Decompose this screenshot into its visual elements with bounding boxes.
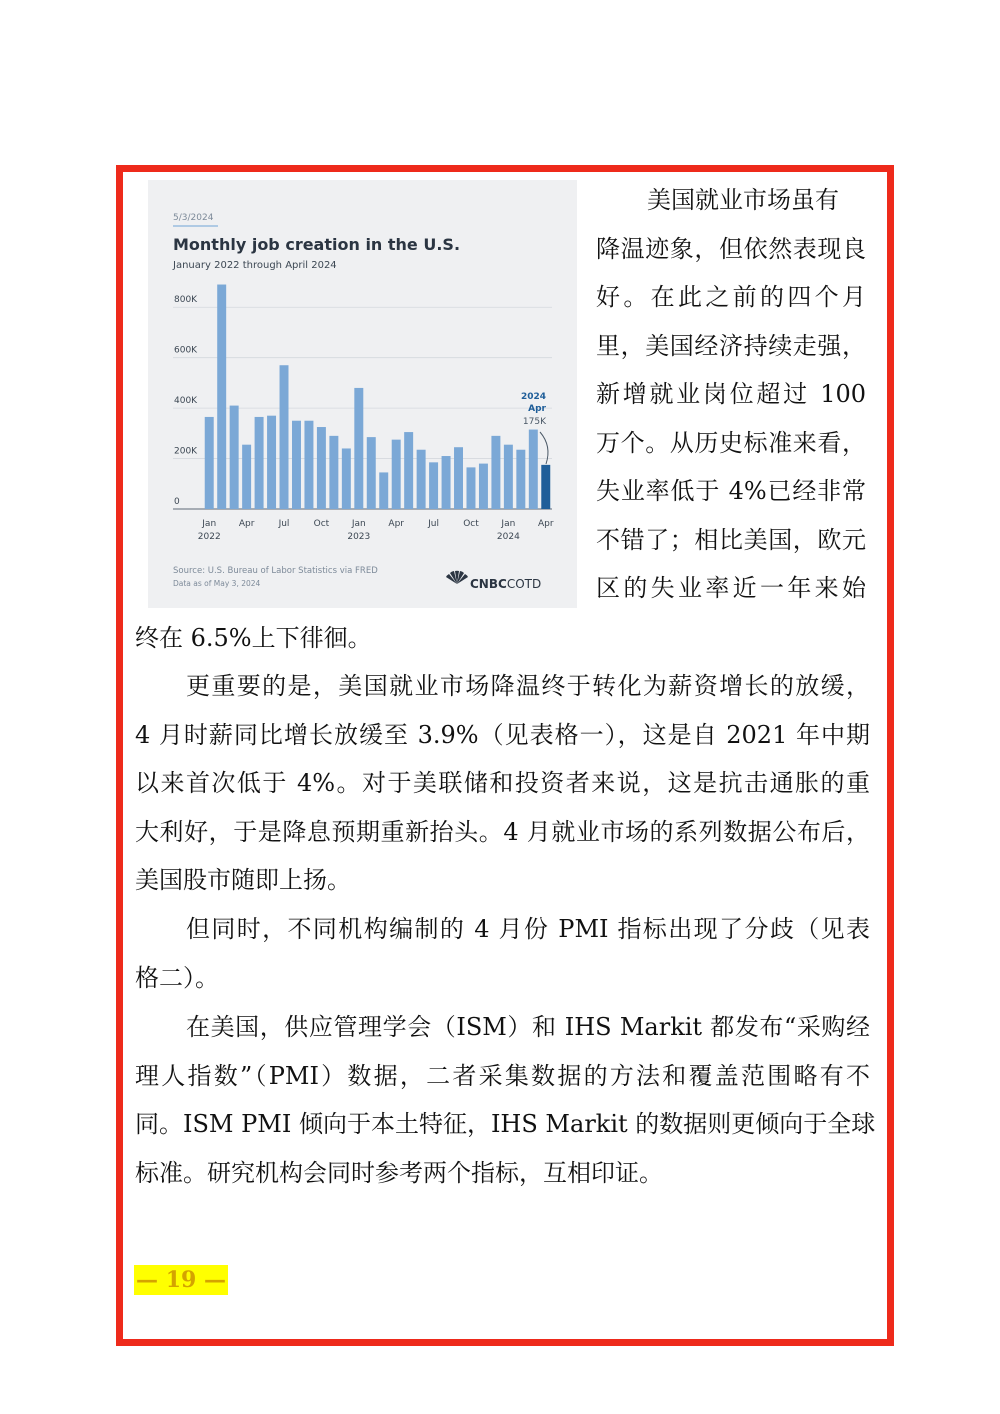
bar: [242, 445, 251, 509]
paragraph-1-tail: [135, 614, 372, 663]
callout-bracket: [540, 432, 548, 464]
bar: [367, 437, 376, 509]
text-line: 美国股市随即上扬。: [135, 866, 351, 894]
text-line: 更重要的是，美国就业市场降温终于转化为薪资增长的放缓，: [186, 672, 870, 700]
x-tick-label: Jan: [501, 519, 516, 529]
x-tick-label: Jan: [351, 519, 366, 529]
bar: [454, 447, 463, 509]
bar: [442, 456, 451, 509]
chart-card: [148, 180, 577, 608]
x-tick-label: Apr: [238, 519, 255, 529]
y-tick-label: 0: [174, 497, 180, 507]
paragraph-2: [135, 662, 870, 905]
y-tick-label: 600K: [174, 345, 198, 356]
callout-month: Apr: [528, 404, 546, 414]
bar: [392, 440, 401, 509]
y-tick-label: 400K: [174, 396, 198, 407]
cnbc-logo: [446, 571, 541, 591]
paragraph-3: [135, 905, 870, 1002]
y-tick-label: 200K: [174, 446, 198, 457]
text-line: 终在 6.5%上下徘徊。: [135, 624, 372, 652]
bar: [479, 464, 488, 509]
text-line: 理人指数”（PMI）数据，二者采集数据的方法和覆盖范围略有不: [135, 1061, 870, 1090]
text-line: 格二）。: [135, 963, 219, 992]
text-line: 万个。从历史标准来看，: [596, 428, 866, 457]
bar-series: [205, 285, 551, 509]
text-line: 以来首次低于 4%。对于美联储和投资者来说，这是抗击通胀的重: [135, 769, 870, 797]
callout-value: 175K: [522, 417, 546, 427]
bar: [255, 417, 264, 509]
text-line: 大利好，于是降息预期重新抬头。4 月就业市场的系列数据公布后，: [135, 817, 870, 846]
bar: [516, 450, 525, 509]
bar: [354, 388, 363, 509]
x-tick-year: 2022: [197, 532, 221, 542]
bar: [329, 436, 338, 509]
page-number: — 19 —: [134, 1265, 228, 1295]
x-tick-label: Jul: [278, 519, 290, 529]
chart-data-date: Data as of May 3, 2024: [173, 579, 261, 588]
y-tick-label: 800K: [174, 295, 198, 306]
paragraph-1-side: [596, 176, 866, 613]
bar: [491, 436, 500, 509]
bar: [417, 450, 426, 509]
chart-subtitle: January 2022 through April 2024: [173, 260, 337, 271]
text-line: 区的失业率近一年来始: [596, 574, 866, 602]
text-line: 里，美国经济持续走强，: [596, 331, 866, 360]
peacock-icon: [446, 571, 468, 584]
text-line: 4 月时薪同比增长放缓至 3.9%（见表格一），这是自 2021 年中期: [135, 720, 870, 749]
x-tick-label: Apr: [388, 519, 404, 529]
text-line: 失业率低于 4%已经非常: [596, 477, 866, 505]
bar: [217, 285, 226, 509]
text-line: 在美国，供应管理学会（ISM）和 IHS Markit 都发布“采购经: [186, 1013, 870, 1041]
bar: [541, 465, 550, 509]
text-line: 同。ISM PMI 倾向于本土特征，IHS Markit 的数据则更倾向于全球: [135, 1110, 876, 1138]
text-line: 不错了；相比美国，欧元: [596, 525, 866, 554]
text-line: 降温迹象，但依然表现良: [596, 234, 866, 263]
callout-year: 2024: [520, 392, 546, 402]
bar: [230, 406, 239, 509]
bar: [467, 467, 476, 509]
x-tick-label: Oct: [313, 519, 330, 529]
bar: [342, 448, 351, 509]
bar: [205, 417, 214, 509]
bar: [379, 472, 388, 509]
bar: [292, 421, 301, 509]
x-axis: [198, 519, 554, 542]
x-tick-label: Oct: [463, 519, 479, 529]
text-line: 标准。研究机构会同时参考两个指标，互相印证。: [135, 1158, 663, 1187]
bar: [304, 421, 313, 509]
logo-text: CNBCCOTD: [470, 577, 542, 591]
chart-source: Source: U.S. Bureau of Labor Statistics via FRED: [173, 566, 378, 576]
x-tick-year: 2023: [347, 532, 371, 542]
x-tick-label: Jul: [428, 519, 440, 529]
bar-chart: [148, 180, 577, 608]
bar: [504, 445, 513, 509]
paragraph-4: [135, 1003, 876, 1197]
bar: [317, 427, 326, 509]
bar: [280, 365, 289, 509]
bar: [529, 430, 538, 509]
bar: [429, 462, 438, 509]
text-line: 新增就业岗位超过 100: [596, 380, 866, 408]
x-tick-label: Apr: [537, 519, 554, 529]
bar: [404, 432, 413, 509]
text-line: 美国就业市场虽有: [647, 186, 839, 214]
text-line: 但同时，不同机构编制的 4 月份 PMI 指标出现了分歧（见表: [186, 915, 870, 943]
chart-title: Monthly job creation in the U.S.: [173, 235, 461, 254]
chart-date: 5/3/2024: [173, 213, 214, 223]
text-line: 好。在此之前的四个月: [596, 283, 866, 311]
x-tick-year: 2024: [496, 532, 520, 542]
x-tick-label: Jan: [202, 519, 217, 529]
bar: [267, 416, 276, 509]
